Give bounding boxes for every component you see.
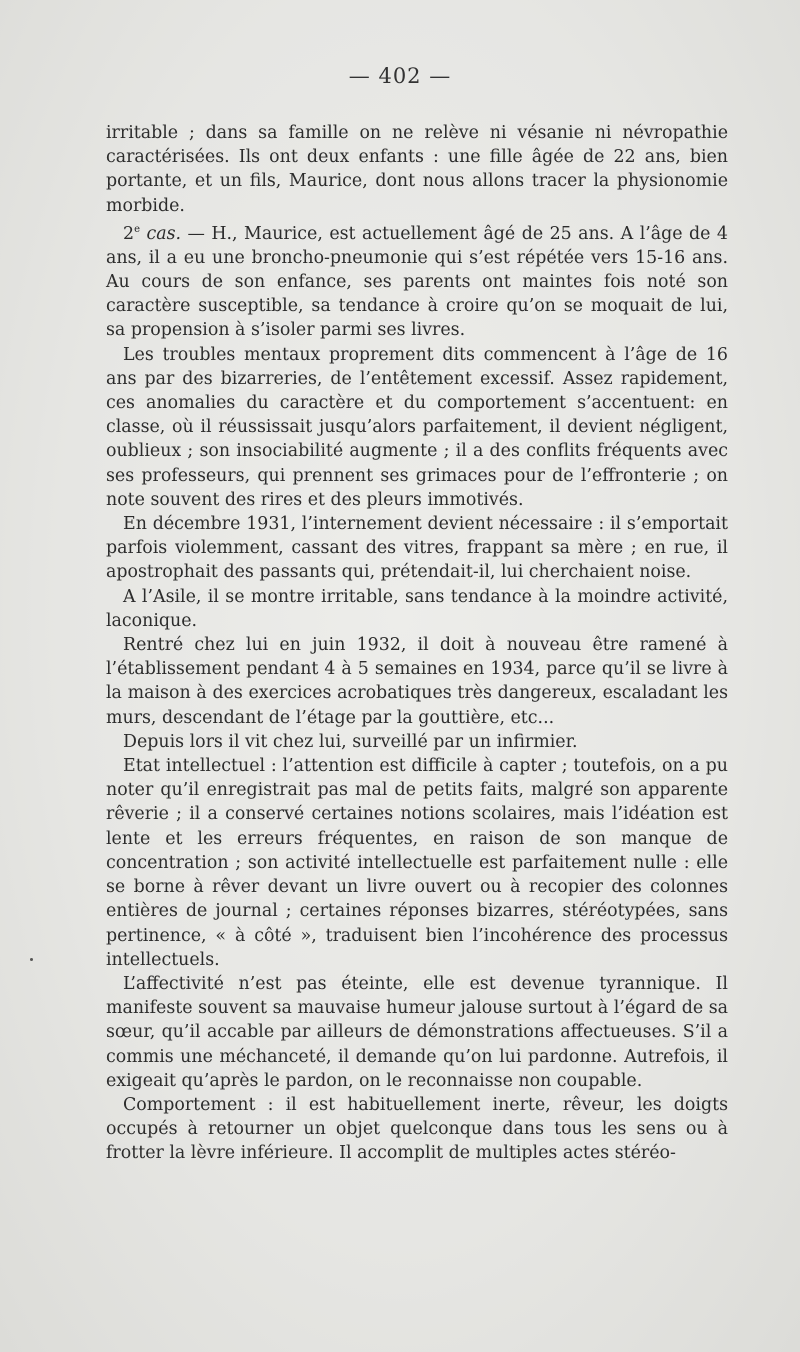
paragraph-4: En décembre 1931, l’internement devient nécessaire : il s’emportait parfois violemment, cassant des vitres, frappant sa mère ; en rue, il apostrophait des passants qui, prétendait-il, lui cherchaient noise. (106, 514, 728, 583)
paragraph-3: Les troubles mentaux proprement dits commencent à l’âge de 16 ans par des bizarreries, de l’entêtement excessif. Assez rapidement, ces anomalies du caractère et du comportement s’accentuent: en classe, où il réussissait jusqu’alors parfaitement, il devient négligent, oublieux ; son insociabilité augmente ; il a des conflits fréquents avec ses professeurs, qui prennent ses grimaces pour de l’effronterie ; on note souvent des rires et des pleurs immotivés. (106, 344, 728, 510)
case-number-suffix: e (134, 223, 140, 235)
paragraph-1: irritable ; dans sa famille on ne relève ni vésanie ni névropathie caractérisées. Ils ont deux enfants : une fille âgée de 22 ans, bien portante, et un fils, Maurice, dont nous allons tracer la physionomie morbide. (106, 123, 728, 216)
body-text (106, 121, 728, 1166)
case-label: cas. (146, 223, 182, 244)
paper-speck (30, 958, 33, 961)
case-number: 2 (123, 223, 135, 244)
paragraph-8: Etat intellectuel : l’attention est difficile à capter ; toutefois, on a pu noter qu’il enregistrait pas mal de petits faits, malgré son apparente rêverie ; il a conservé certaines notions scolaires, mais l’idéation est lente et les erreurs fréquentes, en raison de son manque de concentration ; son activité intellectuelle est parfaitement nulle : elle se borne à rêver devant un livre ouvert ou à recopier des colonnes entières de journal ; certaines réponses bizarres, stéréotypées, sans pertinence, « à côté », traduisent bien l’incohérence des processus intellectuels. (106, 756, 728, 970)
paragraph-5: A l’Asile, il se montre irritable, sans tendance à la moindre activité, laconique. (106, 586, 728, 631)
paragraph-2 (106, 218, 728, 343)
paragraph-9: L’affectivité n’est pas éteinte, elle est devenue tyrannique. Il manifeste souvent sa mauvaise humeur jalouse surtout à l’égard de sa sœur, qu’il accable par ailleurs de démonstrations affectueuses. S’il a commis une méchanceté, il demande qu’on lui pardonne. Autrefois, il exigeait qu’après le pardon, on le reconnaisse non coupable. (106, 973, 728, 1091)
paragraph-7: Depuis lors il vit chez lui, surveillé par un infirmier. (123, 731, 578, 752)
paragraph-2-text: — H., Maurice, est actuellement âgé de 25 ans. A l’âge de 4 ans, il a eu une broncho-pneumonie qui s’est répétée vers 15-16 ans. Au cours de son enfance, ses parents ont maintes fois noté son caractère susceptible, sa tendance à croire qu’on se moquait de lui, sa propension à s’isoler parmi ses livres. (106, 223, 728, 341)
paragraph-10: Comportement : il est habituellement inerte, rêveur, les doigts occupés à retourner un objet quelconque dans tous les sens ou à frotter la lèvre inférieure. Il accomplit de multiples actes stéréo- (106, 1094, 728, 1164)
page-number: — 402 — (348, 64, 452, 88)
paragraph-6: Rentré chez lui en juin 1932, il doit à nouveau être ramené à l’établissement pendant 4 à 5 semaines en 1934, parce qu’il se livre à la maison à des exercices acrobatiques très dangereux, escaladant les murs, descendant de l’étage par la gouttière, etc... (106, 635, 728, 728)
